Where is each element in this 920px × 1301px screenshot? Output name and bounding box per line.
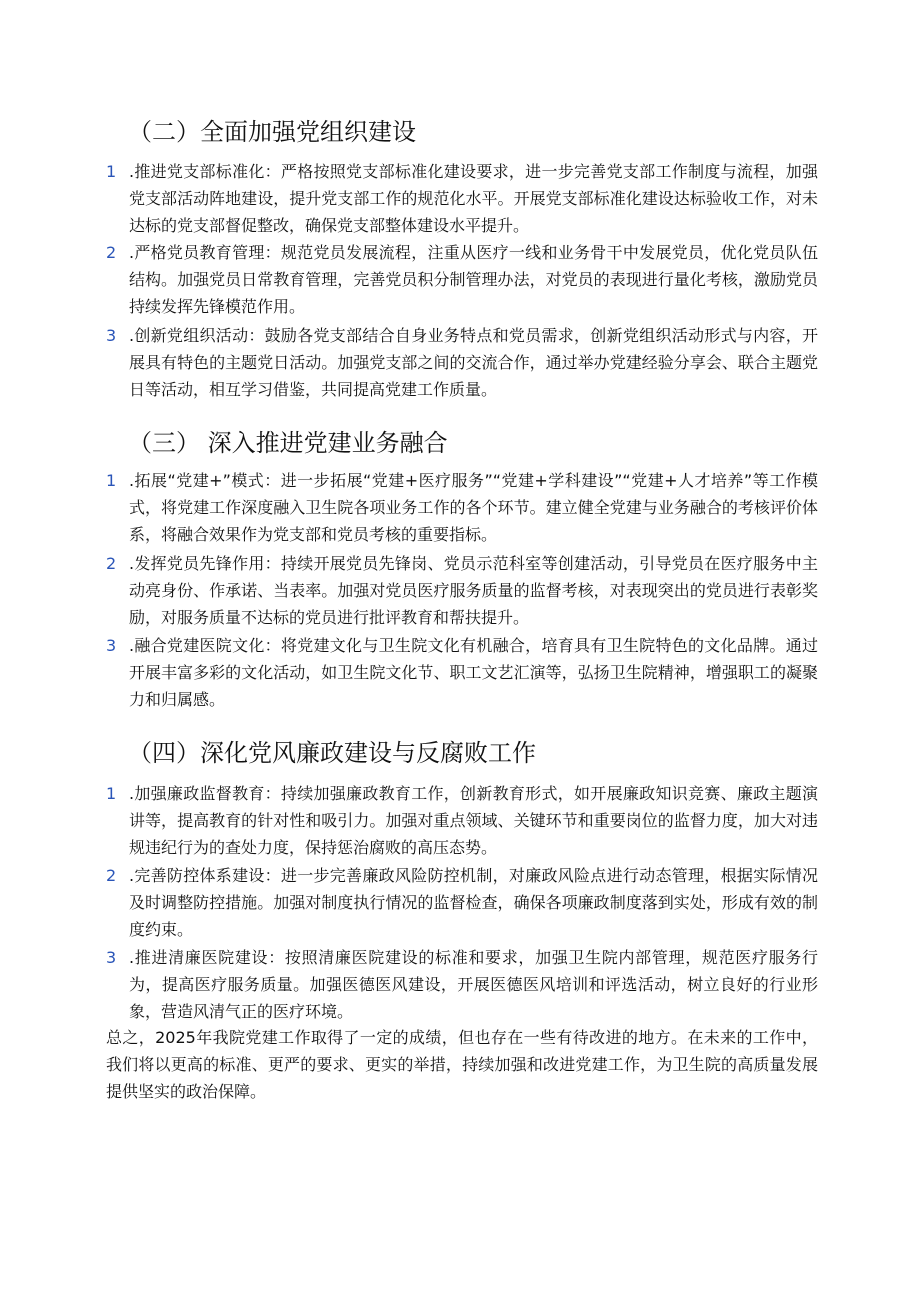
section-heading: （二）全面加强党组织建设 (128, 118, 416, 146)
list-item-text: .严格党员教育管理：规范党员发展流程，注重从医疗一线和业务骨干中发展党员，优化党员队伍结构。加强党员日常教育管理，完善党员积分制管理办法，对党员的表现进行量化考核，激励党员持续发挥先锋模范作用。 (129, 243, 818, 316)
list-item-text: .推进党支部标准化：严格按照党支部标准化建设要求，进一步完善党支部工作制度与流程，加强党支部活动阵地建设，提升党支部工作的规范化水平。开展党支部标准化建设达标验收工作，对未达标的党支部督促整改，确保党支部整体建设水平提升。 (129, 162, 818, 235)
list-item (106, 239, 818, 320)
list-item (106, 322, 818, 403)
list-item-text: .融合党建医院文化：将党建文化与卫生院文化有机融合，培育具有卫生院特色的文化品牌。通过开展丰富多彩的文化活动，如卫生院文化节、职工文艺汇演等，弘扬卫生院精神，增强职工的凝聚力和归属感。 (129, 636, 818, 709)
list-item-number: 3 (106, 948, 117, 967)
section-heading: （四）深化党风廉政建设与反腐败工作 (128, 739, 536, 767)
list-item (106, 158, 818, 239)
list-item (106, 467, 818, 548)
list-item-text: .拓展“党建+”模式：进一步拓展“党建+医疗服务”“党建+学科建设”“党建+人才培养”等工作模式，将党建工作深度融入卫生院各项业务工作的各个环节。建立健全党建与业务融合的考核评价体系，将融合效果作为党支部和党员考核的重要指标。 (129, 471, 818, 544)
list-item-text: .加强廉政监督教育：持续加强廉政教育工作，创新教育形式，如开展廉政知识竞赛、廉政主题演讲等，提高教育的针对性和吸引力。加强对重点领域、关键环节和重要岗位的监督力度，加大对违规违纪行为的查处力度，保持惩治腐败的高压态势。 (129, 784, 818, 857)
list-item-number: 3 (106, 326, 117, 345)
list-item-number: 3 (106, 636, 117, 655)
list-item-text: .推进清廉医院建设：按照清廉医院建设的标准和要求，加强卫生院内部管理，规范医疗服务行为，提高医疗服务质量。加强医德医风建设，开展医德医风培训和评选活动，树立良好的行业形象，营造风清气正的医疗环境。 (129, 948, 818, 1021)
list-item (106, 780, 818, 861)
list-item-text: .完善防控体系建设：进一步完善廉政风险防控机制，对廉政风险点进行动态管理，根据实际情况及时调整防控措施。加强对制度执行情况的监督检查，确保各项廉政制度落到实处，形成有效的制度约束。 (129, 866, 818, 939)
list-item-number: 1 (106, 471, 117, 490)
list-item (106, 632, 818, 713)
list-item (106, 862, 818, 943)
list-item-number: 2 (106, 866, 117, 885)
list-item-number: 2 (106, 554, 117, 573)
list-item (106, 944, 818, 1025)
list-item-number: 1 (106, 162, 117, 181)
list-item-number: 1 (106, 784, 117, 803)
list-item (106, 550, 818, 631)
summary-paragraph: 总之，2025年我院党建工作取得了一定的成绩，但也存在一些有待改进的地方。在未来的工作中，我们将以更高的标准、更严的要求、更实的举措，持续加强和改进党建工作，为卫生院的高质量发展提供坚实的政治保障。 (106, 1028, 818, 1101)
list-item-text: .发挥党员先锋作用：持续开展党员先锋岗、党员示范科室等创建活动，引导党员在医疗服务中主动亮身份、作承诺、当表率。加强对党员医疗服务质量的监督考核，对表现突出的党员进行表彰奖励，对服务质量不达标的党员进行批评教育和帮扶提升。 (129, 554, 818, 627)
list-item-number: 2 (106, 243, 117, 262)
list-item-text: .创新党组织活动：鼓励各党支部结合自身业务特点和党员需求，创新党组织活动形式与内容，开展具有特色的主题党日活动。加强党支部之间的交流合作，通过举办党建经验分享会、联合主题党日等活动，相互学习借鉴，共同提高党建工作质量。 (129, 326, 818, 399)
section-heading: （三） 深入推进党建业务融合 (128, 429, 448, 457)
